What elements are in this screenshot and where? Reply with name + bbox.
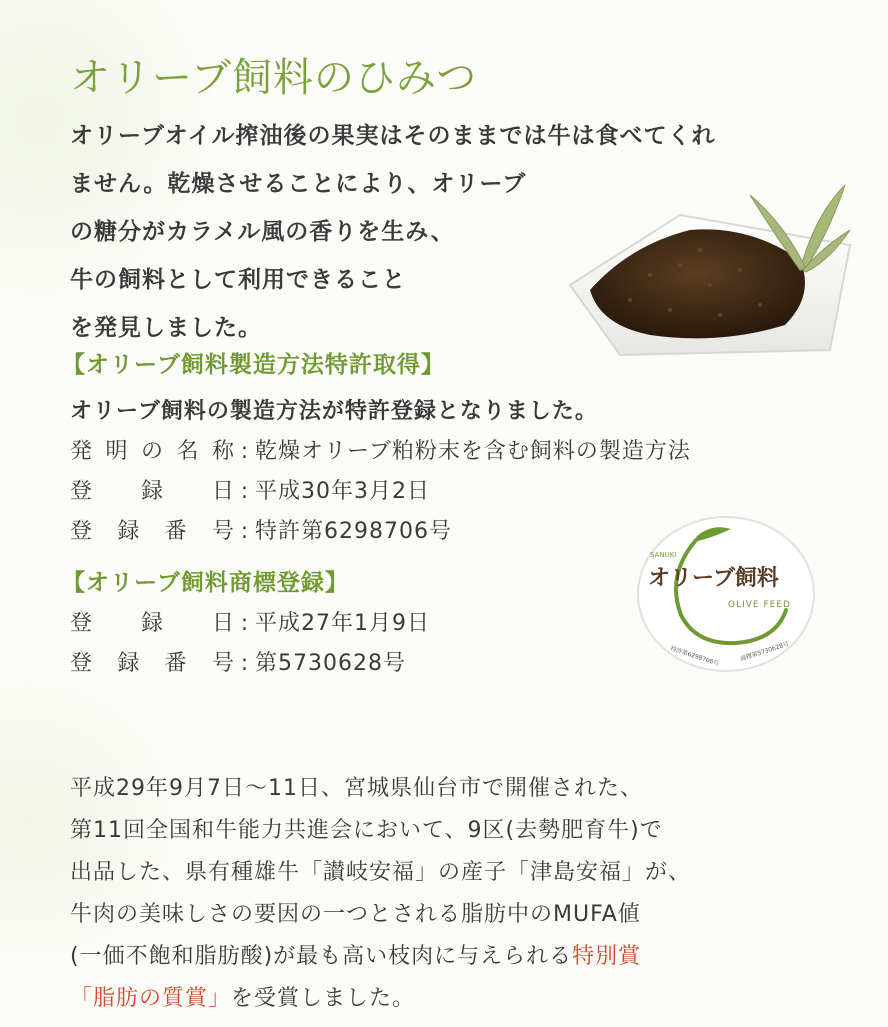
olive-feed-logo	[636, 515, 816, 673]
logo-main-text: オリーブ飼料	[648, 566, 779, 591]
patent-number-label: 登録番号	[70, 519, 235, 544]
intro-line: ません。乾燥させることにより、オリーブ	[70, 171, 527, 197]
page-title: オリーブ飼料のひみつ	[70, 55, 478, 101]
patent-date-value: 平成30年3月2日	[255, 479, 430, 504]
trademark-heading: 【オリーブ飼料商標登録】	[62, 570, 349, 596]
logo-trademark-note: 商標第5730628号	[739, 640, 790, 663]
patent-name-row	[70, 432, 691, 472]
trademark-date-value: 平成27年1月9日	[255, 611, 430, 636]
trademark-number-row	[70, 644, 406, 684]
award-text: を受賞しました。	[231, 986, 416, 1011]
award-line	[70, 936, 850, 978]
trademark-number-value: 第5730628号	[255, 651, 406, 676]
award-highlight: 「脂肪の質賞」	[70, 986, 232, 1011]
patent-name-value: 乾燥オリーブ粕粉末を含む飼料の製造方法	[255, 439, 691, 464]
patent-number-row	[70, 512, 452, 552]
award-line: 第11回全国和牛能力共進会において、9区(去勢肥育牛)で	[70, 818, 663, 843]
separator: :	[240, 479, 250, 504]
separator: :	[240, 519, 250, 544]
separator: :	[240, 651, 250, 676]
intro-line: オリーブオイル搾油後の果実はそのままでは牛は食べてくれ	[70, 123, 716, 149]
separator: :	[240, 439, 250, 464]
intro-line: 牛の飼料として利用できること	[70, 267, 406, 293]
patent-name-label: 発明の名称	[70, 439, 235, 464]
award-paragraph	[70, 768, 850, 1020]
intro-line: の糖分がカラメル風の香りを生み、	[70, 219, 455, 245]
award-line	[70, 978, 850, 1020]
intro-line: を発見しました。	[70, 315, 262, 341]
trademark-date-label: 登録日	[70, 611, 235, 636]
award-line: 平成29年9月7日〜11日、宮城県仙台市で開催された、	[70, 776, 643, 801]
separator: :	[240, 611, 250, 636]
trademark-number-label: 登録番号	[70, 651, 235, 676]
patent-number-value: 特許第6298706号	[255, 519, 452, 544]
patent-statement: オリーブ飼料の製造方法が特許登録となりました。	[70, 399, 598, 424]
award-line: 牛肉の美味しさの要因の一つとされる脂肪中のMUFA値	[70, 902, 641, 927]
patent-heading: 【オリーブ飼料製造方法特許取得】	[62, 352, 445, 378]
award-highlight: 特別賞	[572, 944, 642, 969]
award-text: (一価不飽和脂肪酸)が最も高い枝肉に与えられる	[70, 944, 573, 969]
logo-patent-note: 特許第6298706号	[669, 645, 720, 668]
olive-feed-photo	[560, 175, 860, 365]
award-line: 出品した、県有種雄牛「讃岐安福」の産子「津島安福」が、	[70, 860, 692, 885]
logo-sub-text: OLIVE FEED	[728, 600, 791, 610]
logo-sanuki-text: SANUKI	[650, 551, 677, 559]
trademark-date-row	[70, 604, 430, 644]
patent-date-row	[70, 472, 430, 512]
patent-date-label: 登録日	[70, 479, 235, 504]
